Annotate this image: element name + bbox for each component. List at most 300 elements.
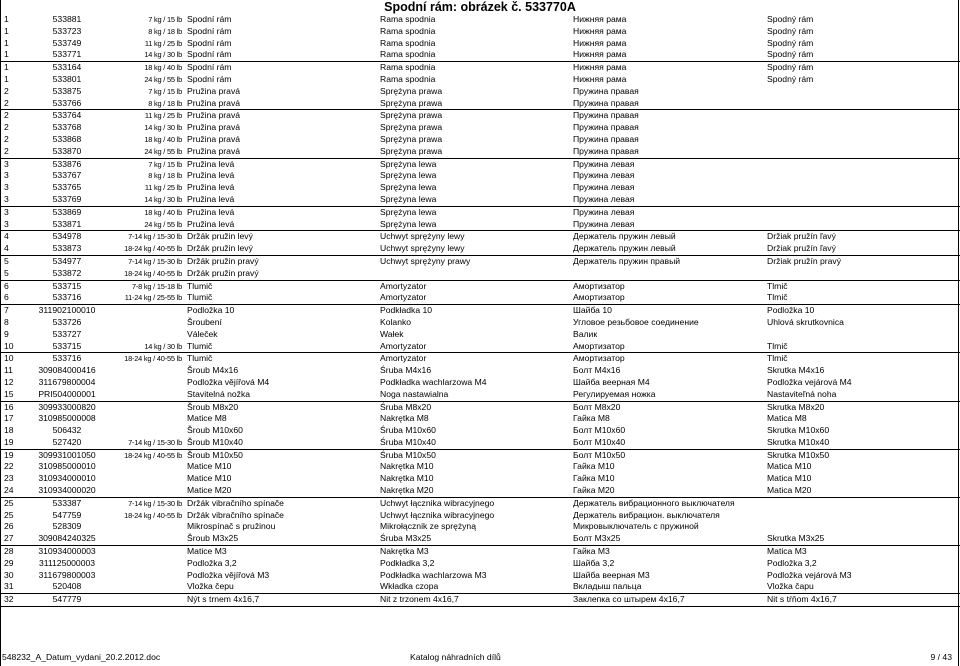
part-number-cell: 310934000020 [38, 485, 96, 496]
position-cell: 31 [4, 581, 14, 592]
position-cell: 1 [4, 37, 9, 48]
position-cell: 1 [4, 73, 9, 84]
part-number-cell: 547779 [52, 594, 82, 605]
slovak-name-cell: Spodný rám [767, 25, 814, 36]
table-row [0, 413, 960, 425]
czech-name-cell: Tlumič [187, 292, 213, 303]
russian-name-cell: Нижняя рама [573, 14, 627, 24]
table-row [0, 593, 960, 607]
weight-cell: 7-14 kg / 15-30 lb [128, 256, 182, 266]
page-footer [0, 651, 960, 663]
russian-name-cell: Держатель вибрационного выключателя [573, 497, 735, 508]
position-cell: 26 [4, 521, 14, 532]
polish-name-cell: Śruba M10x40 [380, 436, 436, 447]
russian-name-cell: Пружина левая [573, 158, 635, 169]
weight-cell: 11-24 kg / 25-55 lb [124, 293, 182, 303]
part-number-cell: 533869 [52, 206, 82, 217]
table-row [0, 170, 960, 182]
part-number-cell: 533875 [52, 85, 82, 96]
part-number-cell: 533766 [52, 97, 82, 108]
part-number-cell: 311902100010 [38, 305, 96, 316]
part-number-cell: 533767 [52, 170, 82, 181]
position-cell: 10 [4, 353, 14, 364]
table-row [0, 533, 960, 545]
weight-cell: 14 kg / 30 lb [144, 123, 182, 133]
russian-name-cell: Болт M10x40 [573, 436, 626, 447]
weight-cell: 18 kg / 40 lb [144, 63, 182, 73]
polish-name-cell: Sprężyna lewa [380, 170, 437, 181]
polish-name-cell: Nakrętka M8 [380, 413, 429, 424]
part-number-cell: 533764 [52, 110, 82, 121]
czech-name-cell: Šroubení [187, 316, 222, 327]
russian-name-cell: Шайба веерная M3 [573, 569, 650, 580]
position-cell: 4 [4, 231, 9, 242]
russian-name-cell: Нижняя рама [573, 37, 627, 48]
slovak-name-cell: Držiak pružín ľavý [767, 243, 836, 254]
slovak-name-cell: Skrutka M8x20 [767, 401, 825, 412]
russian-name-cell: Пружина правая [573, 133, 639, 144]
russian-name-cell: Пружина левая [573, 170, 635, 181]
slovak-name-cell: Držiak pružín pravý [767, 255, 842, 266]
slovak-name-cell: Tlmič [767, 280, 788, 291]
table-row [0, 219, 960, 231]
table-row [0, 510, 960, 522]
weight-cell: 18-24 kg / 40-55 lb [124, 244, 182, 254]
part-number-cell: 533749 [52, 37, 82, 48]
weight-cell: 11 kg / 25 lb [144, 183, 182, 193]
polish-name-cell: Podkładka 3,2 [380, 557, 435, 568]
position-cell: 2 [4, 110, 9, 121]
polish-name-cell: Rama spodnia [380, 73, 436, 84]
table-row [0, 329, 960, 341]
weight-cell: 14 kg / 30 lb [144, 50, 182, 60]
position-cell: 3 [4, 182, 9, 193]
czech-name-cell: Podložka 3,2 [187, 557, 237, 568]
russian-name-cell: Угловое резьбовое соединение [573, 316, 699, 327]
table-row [0, 134, 960, 146]
russian-name-cell: Вкладыш пальца [573, 581, 642, 592]
table-row [0, 14, 960, 26]
position-cell: 16 [4, 401, 14, 412]
table-row [0, 98, 960, 110]
weight-cell: 18-24 kg / 40-55 lb [124, 268, 182, 278]
russian-name-cell: Пружина левая [573, 182, 635, 193]
part-number-cell: 533164 [52, 62, 82, 73]
russian-name-cell: Пружина левая [573, 193, 635, 204]
slovak-name-cell: Spodný rám [767, 14, 814, 24]
part-number-cell: 533871 [52, 218, 82, 229]
russian-name-cell: Шайба 10 [573, 305, 612, 316]
table-row [0, 497, 960, 510]
polish-name-cell: Amortyzator [380, 280, 427, 291]
russian-name-cell: Нижняя рама [573, 62, 627, 73]
part-number-cell: 533727 [52, 328, 82, 339]
table-row [0, 317, 960, 329]
polish-name-cell: Sprężyna lewa [380, 158, 437, 169]
czech-name-cell: Pružina levá [187, 218, 235, 229]
czech-name-cell: Šroub M4x16 [187, 365, 239, 376]
czech-name-cell: Držák pružin levý [187, 231, 253, 242]
table-row [0, 109, 960, 122]
polish-name-cell: Sprężyna lewa [380, 182, 437, 193]
russian-name-cell: Болт M3x25 [573, 533, 621, 544]
polish-name-cell: Nakrętka M20 [380, 485, 434, 496]
weight-cell: 24 kg / 55 lb [144, 219, 182, 229]
part-number-cell: 310985000010 [38, 461, 96, 472]
czech-name-cell: Držák pružin pravý [187, 267, 259, 278]
czech-name-cell: Spodní rám [187, 37, 232, 48]
position-cell: 2 [4, 97, 9, 108]
czech-name-cell: Pružina pravá [187, 145, 241, 156]
part-number-cell: 547759 [52, 509, 82, 520]
table-row [0, 581, 960, 593]
polish-name-cell: Sprężyna prawa [380, 122, 443, 133]
russian-name-cell: Шайба 3,2 [573, 557, 615, 568]
table-row [0, 365, 960, 377]
czech-name-cell: Pružina levá [187, 170, 235, 181]
position-cell: 12 [4, 376, 14, 387]
part-number-cell: 533765 [52, 182, 82, 193]
position-cell: 3 [4, 206, 9, 217]
part-number-cell: 310934000003 [38, 546, 96, 557]
russian-name-cell: Нижняя рама [573, 25, 627, 36]
slovak-name-cell: Spodný rám [767, 37, 814, 48]
part-number-cell: 533715 [52, 340, 82, 351]
czech-name-cell: Vložka čepu [187, 581, 234, 592]
polish-name-cell: Podkładka wachlarzowa M4 [380, 376, 487, 387]
weight-cell: 18-24 kg / 40-55 lb [124, 450, 182, 460]
weight-cell: 11 kg / 25 lb [144, 38, 182, 48]
russian-name-cell: Гайка M3 [573, 546, 610, 557]
polish-name-cell: Sprężyna prawa [380, 145, 443, 156]
part-number-cell: 533716 [52, 353, 82, 364]
part-number-cell: 311679800004 [38, 376, 96, 387]
part-number-cell: 533868 [52, 133, 82, 144]
position-cell: 18 [4, 425, 14, 436]
czech-name-cell: Matice M10 [187, 473, 232, 484]
part-number-cell: 533726 [52, 316, 82, 327]
slovak-name-cell: Uhlová skrutkovnica [767, 316, 844, 327]
position-cell: 5 [4, 267, 9, 278]
russian-name-cell: Держатель вибрацион. выключателя [573, 509, 720, 520]
weight-cell: 24 kg / 55 lb [144, 146, 182, 156]
part-number-cell: 309084000416 [38, 365, 96, 376]
part-number-cell: 533723 [52, 25, 82, 36]
weight-cell: 7-14 kg / 15-30 lb [128, 498, 182, 508]
weight-cell: 7 kg / 15 lb [148, 86, 182, 96]
table-row [0, 485, 960, 497]
russian-name-cell: Держатель пружин левый [573, 231, 676, 242]
russian-name-cell: Пружина правая [573, 97, 639, 108]
slovak-name-cell: Matica M20 [767, 485, 812, 496]
position-cell: 29 [4, 557, 14, 568]
position-cell: 32 [4, 594, 14, 605]
weight-cell: 7-14 kg / 15-30 lb [128, 437, 182, 447]
table-row [0, 352, 960, 365]
czech-name-cell: Pružina pravá [187, 85, 241, 96]
czech-name-cell: Držák pružin levý [187, 243, 253, 254]
part-number-cell: PRI504000001 [38, 388, 96, 399]
russian-name-cell: Микровыключатель с пружиной [573, 521, 699, 532]
footer-page-number: 9 / 43 [930, 652, 952, 662]
table-row [0, 255, 960, 268]
part-number-cell: 533768 [52, 122, 82, 133]
weight-cell: 18-24 kg / 40-55 lb [124, 510, 182, 520]
position-cell: 19 [4, 449, 14, 460]
table-row [0, 401, 960, 414]
position-cell: 3 [4, 193, 9, 204]
polish-name-cell: Amortyzator [380, 292, 427, 303]
position-cell: 3 [4, 218, 9, 229]
weight-cell: 8 kg / 18 lb [148, 98, 182, 108]
table-row [0, 61, 960, 74]
part-number-cell: 533876 [52, 158, 82, 169]
parts-table [0, 14, 960, 607]
polish-name-cell: Nit z trzonem 4x16,7 [380, 594, 459, 605]
table-row [0, 341, 960, 353]
position-cell: 9 [4, 328, 9, 339]
czech-name-cell: Matice M20 [187, 485, 232, 496]
weight-cell: 18 kg / 40 lb [144, 134, 182, 144]
table-row [0, 74, 960, 86]
russian-name-cell: Пружина левая [573, 218, 635, 229]
slovak-name-cell: Skrutka M3x25 [767, 533, 825, 544]
czech-name-cell: Pružina pravá [187, 97, 241, 108]
weight-cell: 18-24 kg / 40-55 lb [124, 354, 182, 364]
russian-name-cell: Болт M10x50 [573, 449, 626, 460]
polish-name-cell: Uchwyt sprężyny prawy [380, 255, 471, 266]
czech-name-cell: Pružina pravá [187, 110, 241, 121]
table-row [0, 521, 960, 533]
russian-name-cell: Заклепка со штырем 4x16,7 [573, 594, 685, 605]
russian-name-cell: Держатель пружин левый [573, 243, 676, 254]
polish-name-cell: Uchwyt sprężyny lewy [380, 243, 465, 254]
russian-name-cell: Нижняя рама [573, 73, 627, 84]
russian-name-cell: Держатель пружин правый [573, 255, 681, 266]
polish-name-cell: Sprężyna prawa [380, 133, 443, 144]
czech-name-cell: Šroub M10x40 [187, 436, 243, 447]
table-row [0, 545, 960, 558]
russian-name-cell: Нижняя рама [573, 49, 627, 60]
slovak-name-cell: Podložka 10 [767, 305, 815, 316]
polish-name-cell: Śruba M10x50 [380, 449, 436, 460]
weight-cell: 7-8 kg / 15-18 lb [131, 281, 182, 291]
slovak-name-cell: Skrutka M10x60 [767, 425, 830, 436]
czech-name-cell: Podložka 10 [187, 305, 235, 316]
czech-name-cell: Tlumič [187, 353, 213, 364]
position-cell: 27 [4, 533, 14, 544]
russian-name-cell: Амортизатор [573, 280, 625, 291]
polish-name-cell: Mikrołącznik ze sprężyną [380, 521, 476, 532]
part-number-cell: 533387 [52, 497, 82, 508]
polish-name-cell: Amortyzator [380, 340, 427, 351]
position-cell: 10 [4, 340, 14, 351]
position-cell: 25 [4, 509, 14, 520]
position-cell: 5 [4, 255, 9, 266]
slovak-name-cell: Tlmič [767, 292, 788, 303]
table-row [0, 377, 960, 389]
czech-name-cell: Mikrospínač s pružinou [187, 521, 276, 532]
table-row [0, 437, 960, 449]
slovak-name-cell: Nit s tŕňom 4x16,7 [767, 594, 837, 605]
part-number-cell: 533870 [52, 145, 82, 156]
polish-name-cell: Sprężyna prawa [380, 85, 443, 96]
czech-name-cell: Podložka vějířová M3 [187, 569, 270, 580]
weight-cell: 18 kg / 40 lb [144, 207, 182, 217]
table-row [0, 122, 960, 134]
position-cell: 4 [4, 243, 9, 254]
russian-name-cell: Амортизатор [573, 353, 625, 364]
russian-name-cell: Пружина правая [573, 122, 639, 133]
slovak-name-cell: Držiak pružín ľavý [767, 231, 836, 242]
table-row [0, 230, 960, 243]
part-number-cell: 309933000820 [38, 401, 96, 412]
russian-name-cell: Регулируемая ножка [573, 388, 656, 399]
czech-name-cell: Šroub M3x25 [187, 533, 239, 544]
table-row [0, 449, 960, 462]
table-row [0, 292, 960, 304]
table-row [0, 558, 960, 570]
polish-name-cell: Nakrętka M10 [380, 461, 434, 472]
table-row [0, 473, 960, 485]
weight-cell: 11 kg / 25 lb [144, 111, 182, 121]
slovak-name-cell: Tlmič [767, 353, 788, 364]
part-number-cell: 311679800003 [38, 569, 96, 580]
czech-name-cell: Spodní rám [187, 62, 232, 73]
russian-name-cell: Амортизатор [573, 292, 625, 303]
polish-name-cell: Podkładka wachlarzowa M3 [380, 569, 487, 580]
czech-name-cell: Držák pružin pravý [187, 255, 259, 266]
table-row [0, 570, 960, 582]
part-number-cell: 534978 [52, 231, 82, 242]
position-cell: 23 [4, 473, 14, 484]
position-cell: 8 [4, 316, 9, 327]
czech-name-cell: Spodní rám [187, 49, 232, 60]
slovak-name-cell: Podložka 3,2 [767, 557, 817, 568]
slovak-name-cell: Tlmič [767, 340, 788, 351]
slovak-name-cell: Podložka vejárová M3 [767, 569, 852, 580]
russian-name-cell: Валик [573, 328, 598, 339]
position-cell: 6 [4, 292, 9, 303]
czech-name-cell: Stavitelná nožka [187, 388, 251, 399]
position-cell: 1 [4, 62, 9, 73]
czech-name-cell: Matice M3 [187, 546, 227, 557]
polish-name-cell: Sprężyna prawa [380, 110, 443, 121]
slovak-name-cell: Nastaviteľná noha [767, 388, 837, 399]
russian-name-cell: Болт M10x60 [573, 425, 626, 436]
czech-name-cell: Tlumič [187, 280, 213, 291]
part-number-cell: 533872 [52, 267, 82, 278]
slovak-name-cell: Spodný rám [767, 49, 814, 60]
czech-name-cell: Váleček [187, 328, 218, 339]
weight-cell: 14 kg / 30 lb [144, 194, 182, 204]
russian-name-cell: Пружина левая [573, 206, 635, 217]
polish-name-cell: Noga nastawialna [380, 388, 449, 399]
slovak-name-cell: Vložka čapu [767, 581, 814, 592]
table-row [0, 158, 960, 171]
polish-name-cell: Uchwyt łącznika wibracyjnego [380, 509, 495, 520]
polish-name-cell: Podkładka 10 [380, 305, 433, 316]
polish-name-cell: Sprężyna lewa [380, 218, 437, 229]
table-row [0, 425, 960, 437]
slovak-name-cell: Skrutka M10x40 [767, 436, 830, 447]
czech-name-cell: Pružina pravá [187, 122, 241, 133]
position-cell: 11 [4, 365, 13, 376]
polish-name-cell: Kolanko [380, 316, 412, 327]
table-row [0, 243, 960, 255]
polish-name-cell: Sprężyna lewa [380, 206, 437, 217]
position-cell: 2 [4, 85, 9, 96]
part-number-cell: 533769 [52, 193, 82, 204]
table-row [0, 194, 960, 206]
part-number-cell: 309931001050 [38, 449, 96, 460]
weight-cell: 7 kg / 15 lb [148, 159, 182, 169]
table-row [0, 26, 960, 38]
russian-name-cell: Болт M4x16 [573, 365, 621, 376]
russian-name-cell: Пружина правая [573, 85, 639, 96]
table-row [0, 206, 960, 219]
weight-cell: 8 kg / 18 lb [148, 171, 182, 181]
weight-cell: 7 kg / 15 lb [148, 15, 182, 24]
position-cell: 22 [4, 461, 14, 472]
russian-name-cell: Шайба веерная M4 [573, 376, 650, 387]
position-cell: 30 [4, 569, 14, 580]
czech-name-cell: Tlumič [187, 340, 213, 351]
part-number-cell: 527420 [52, 436, 82, 447]
part-number-cell: 533801 [52, 73, 82, 84]
polish-name-cell: Sprężyna lewa [380, 193, 437, 204]
position-cell: 2 [4, 122, 9, 133]
czech-name-cell: Pružina levá [187, 193, 235, 204]
part-number-cell: 506432 [52, 425, 82, 436]
russian-name-cell: Болт M8x20 [573, 401, 621, 412]
polish-name-cell: Nakrętka M10 [380, 473, 434, 484]
position-cell: 28 [4, 546, 14, 557]
part-number-cell: 533715 [52, 280, 82, 291]
slovak-name-cell: Matica M10 [767, 473, 812, 484]
czech-name-cell: Matice M8 [187, 413, 227, 424]
position-cell: 1 [4, 14, 9, 24]
slovak-name-cell: Spodný rám [767, 73, 814, 84]
slovak-name-cell: Matica M3 [767, 546, 807, 557]
polish-name-cell: Rama spodnia [380, 37, 436, 48]
position-cell: 3 [4, 170, 9, 181]
part-number-cell: 533873 [52, 243, 82, 254]
czech-name-cell: Pružina levá [187, 158, 235, 169]
czech-name-cell: Šroub M10x60 [187, 425, 243, 436]
russian-name-cell: Гайка M8 [573, 413, 610, 424]
russian-name-cell: Гайка M10 [573, 473, 615, 484]
polish-name-cell: Amortyzator [380, 353, 427, 364]
part-number-cell: 310985000008 [38, 413, 96, 424]
russian-name-cell: Пружина правая [573, 110, 639, 121]
polish-name-cell: Uchwyt sprężyny lewy [380, 231, 465, 242]
czech-name-cell: Podložka vějířová M4 [187, 376, 270, 387]
russian-name-cell: Пружина правая [573, 145, 639, 156]
table-row [0, 49, 960, 61]
position-cell: 2 [4, 133, 9, 144]
polish-name-cell: Rama spodnia [380, 14, 436, 24]
czech-name-cell: Pružina levá [187, 206, 235, 217]
position-cell: 6 [4, 280, 9, 291]
weight-cell: 7-14 kg / 15-30 lb [128, 232, 182, 242]
table-row [0, 461, 960, 473]
polish-name-cell: Rama spodnia [380, 62, 436, 73]
polish-name-cell: Śruba M3x25 [380, 533, 432, 544]
part-number-cell: 310934000010 [38, 473, 96, 484]
position-cell: 1 [4, 25, 9, 36]
czech-name-cell: Pružina pravá [187, 133, 241, 144]
